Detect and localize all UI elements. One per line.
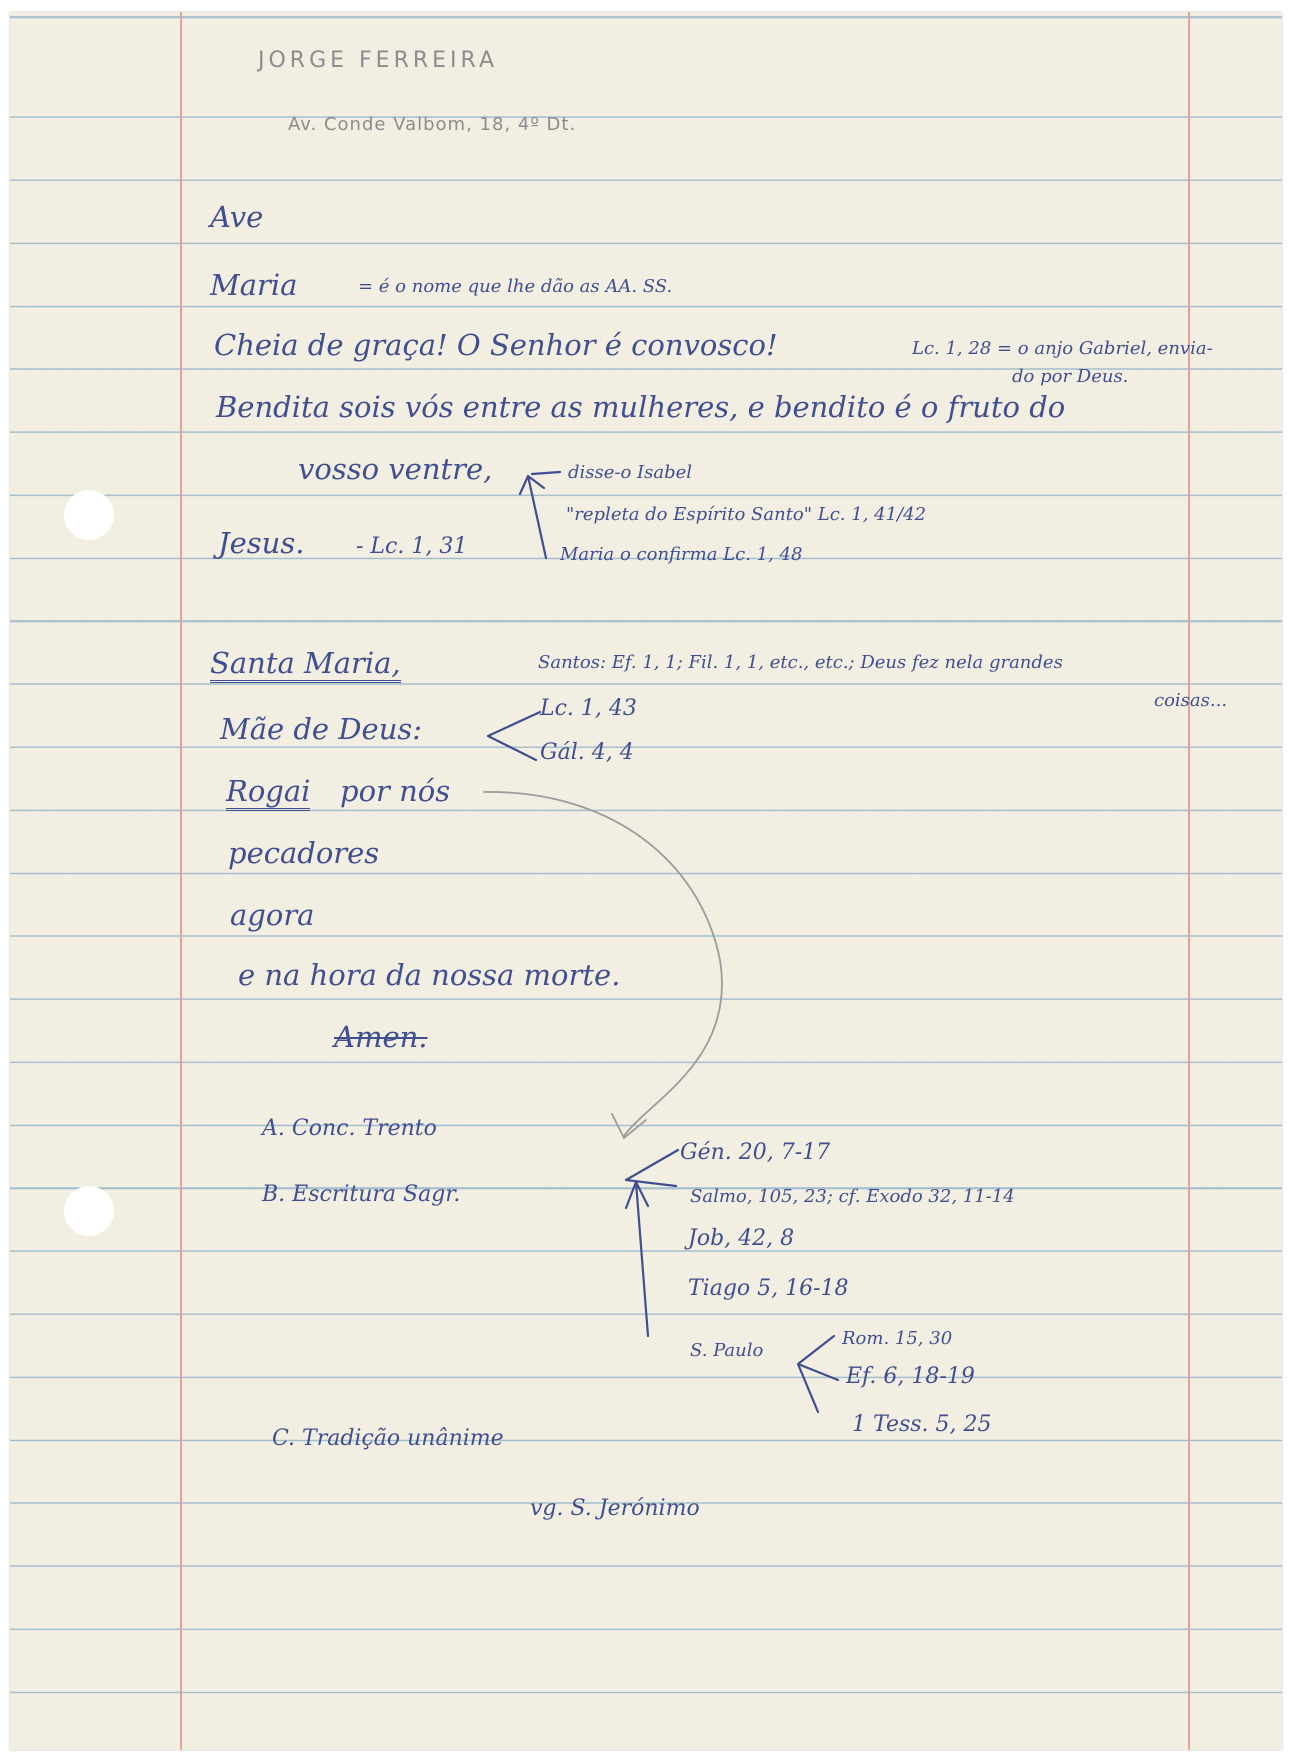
ref-genesis: Gén. 20, 7-17 [680, 1140, 831, 1165]
prayer-ave: Ave [210, 200, 264, 234]
prayer-bendita: Bendita sois vós entre as mulheres, e bendito é o fruto do [216, 390, 1066, 424]
ref-gal-4-4: Gál. 4, 4 [540, 740, 634, 765]
ref-tiago: Tiago 5, 16-18 [688, 1276, 849, 1301]
ref-romanos: Rom. 15, 30 [842, 1328, 953, 1349]
note-santos-cont: coisas... [1154, 690, 1228, 711]
author-address: Av. Conde Valbom, 18, 4º Dt. [288, 114, 577, 135]
ref-lc-1-28-cont: do por Deus. [1012, 366, 1129, 387]
source-s-paulo: S. Paulo [690, 1340, 764, 1361]
ref-job: Job, 42, 8 [688, 1226, 795, 1251]
prayer-santa-maria: Santa Maria, [210, 646, 401, 683]
prayer-jesus: Jesus. [218, 526, 305, 560]
note-santos: Santos: Ef. 1, 1; Fil. 1, 1, etc., etc.; Deus fez nela grandes [538, 652, 1063, 673]
prayer-na-hora: e na hora da nossa morte. [238, 958, 621, 992]
note-maria-name: = é o nome que lhe dão as AA. SS. [358, 276, 673, 297]
prayer-por-nos: por nós [340, 774, 451, 808]
prayer-vosso-ventre: vosso ventre, [298, 452, 493, 486]
note-repleta: "repleta do Espírito Santo" Lc. 1, 41/42 [566, 504, 927, 525]
bracket-mae-refs [488, 712, 540, 760]
bracket-escritura-refs [626, 1150, 678, 1186]
note-isabel: disse-o Isabel [568, 462, 693, 483]
source-a-trento: A. Conc. Trento [262, 1116, 437, 1141]
prayer-cheia: Cheia de graça! O Senhor é convosco! [214, 328, 778, 362]
ref-salmo-exodo: Salmo, 105, 23; cf. Exodo 32, 11-14 [690, 1186, 1015, 1207]
arrow-isabel-note [520, 472, 560, 558]
prayer-pecadores: pecadores [228, 836, 380, 870]
prayer-amen: Amen. [334, 1020, 428, 1054]
ref-lc-1-28: Lc. 1, 28 = o anjo Gabriel, envia- [912, 338, 1213, 359]
prayer-maria: Maria [210, 268, 298, 302]
ref-jesus: - Lc. 1, 31 [356, 534, 468, 559]
source-c-tradicao: C. Tradição unânime [272, 1426, 504, 1451]
source-s-jeronimo: vg. S. Jerónimo [530, 1496, 700, 1521]
ref-lc-1-43: Lc. 1, 43 [540, 696, 637, 721]
bracket-paulo-refs [798, 1336, 838, 1412]
ref-efesios: Ef. 6, 18-19 [846, 1364, 975, 1389]
arrow-escritura-refs [626, 1182, 648, 1336]
prayer-agora: agora [230, 898, 315, 932]
note-maria-confirma: Maria o confirma Lc. 1, 48 [560, 544, 803, 565]
ref-tessalonicenses: 1 Tess. 5, 25 [852, 1412, 992, 1437]
pencil-arrow-rogai [484, 792, 722, 1138]
prayer-mae-de-deus: Mãe de Deus: [220, 712, 423, 746]
source-b-escritura: B. Escritura Sagr. [262, 1182, 461, 1207]
prayer-rogai: Rogai [226, 774, 310, 811]
author-name: JORGE FERREIRA [258, 48, 498, 73]
